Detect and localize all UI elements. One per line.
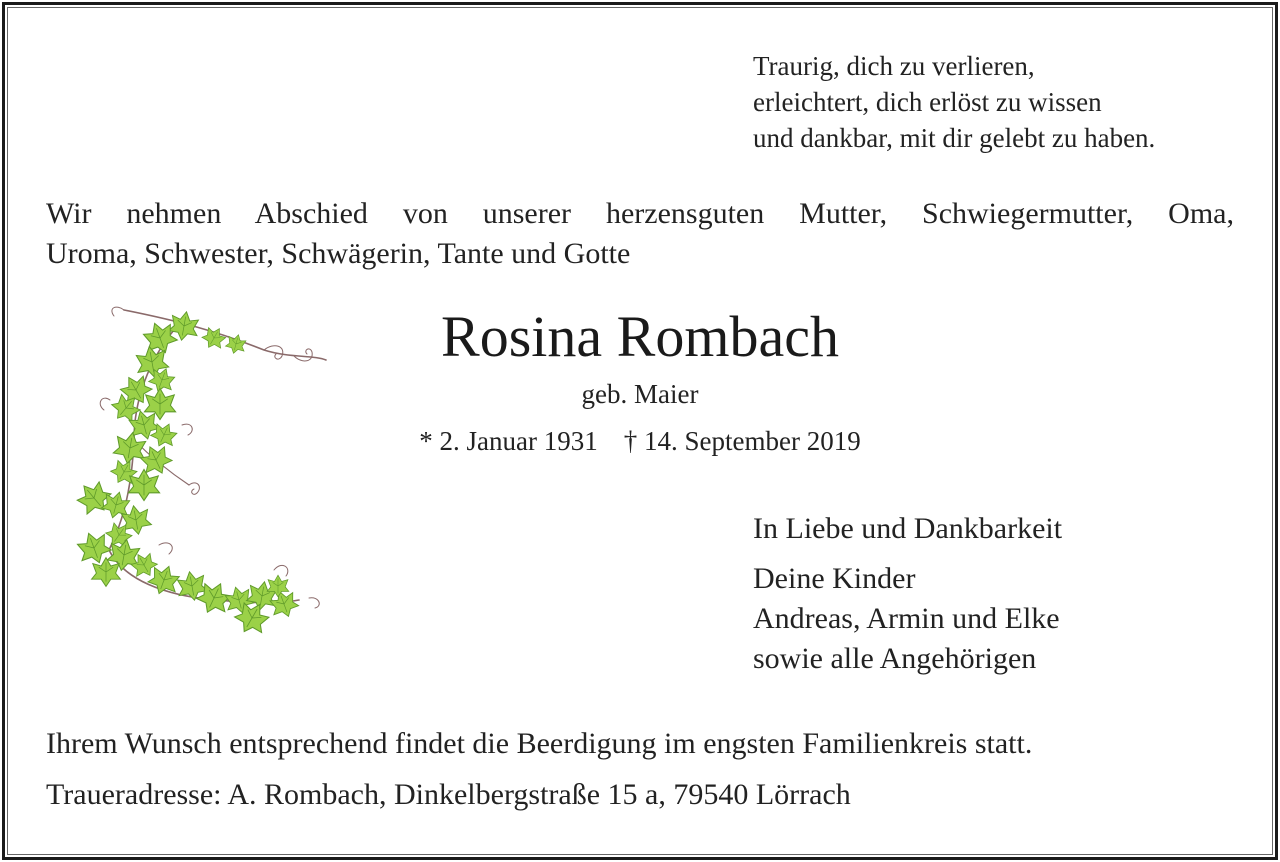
poem-line: und dankbar, mit dir gelebt zu haben. [753,123,1156,153]
closing-line: In Liebe und Dankbarkeit [753,512,1063,545]
intro-line: Uroma, Schwester, Schwägerin, Tante und Gotte [46,237,631,270]
birth-date: * 2. Januar 1931 [419,426,598,456]
mourner-line: Deine Kinder [753,562,916,595]
farewell-intro [46,194,1234,274]
ivy-vine-icon [64,300,334,645]
intro-line: Wir nehmen Abschied von unserer herzensguten Mutter, Schwiegermutter, Oma, [46,197,1234,230]
poem-verse [753,48,1155,156]
mourners-signoff [753,509,1062,679]
burial-note: Ihrem Wunsch entsprechend findet die Beerdigung im engsten Familienkreis statt. [46,727,1033,760]
birth-name: geb. Maier [581,379,699,409]
death-date: † 14. September 2019 [623,426,861,456]
mourner-line: Andreas, Armin und Elke [753,602,1060,635]
mourning-address: Traueradresse: A. Rombach, Dinkelbergstraße 15 a, 79540 Lörrach [46,778,851,811]
deceased-name: Rosina Rombach [441,304,839,369]
life-dates [340,423,940,459]
poem-line: Traurig, dich zu verlieren, [753,51,1035,81]
mourner-line: sowie alle Angehörigen [753,642,1037,675]
poem-line: erleichtert, dich erlöst zu wissen [753,87,1102,117]
